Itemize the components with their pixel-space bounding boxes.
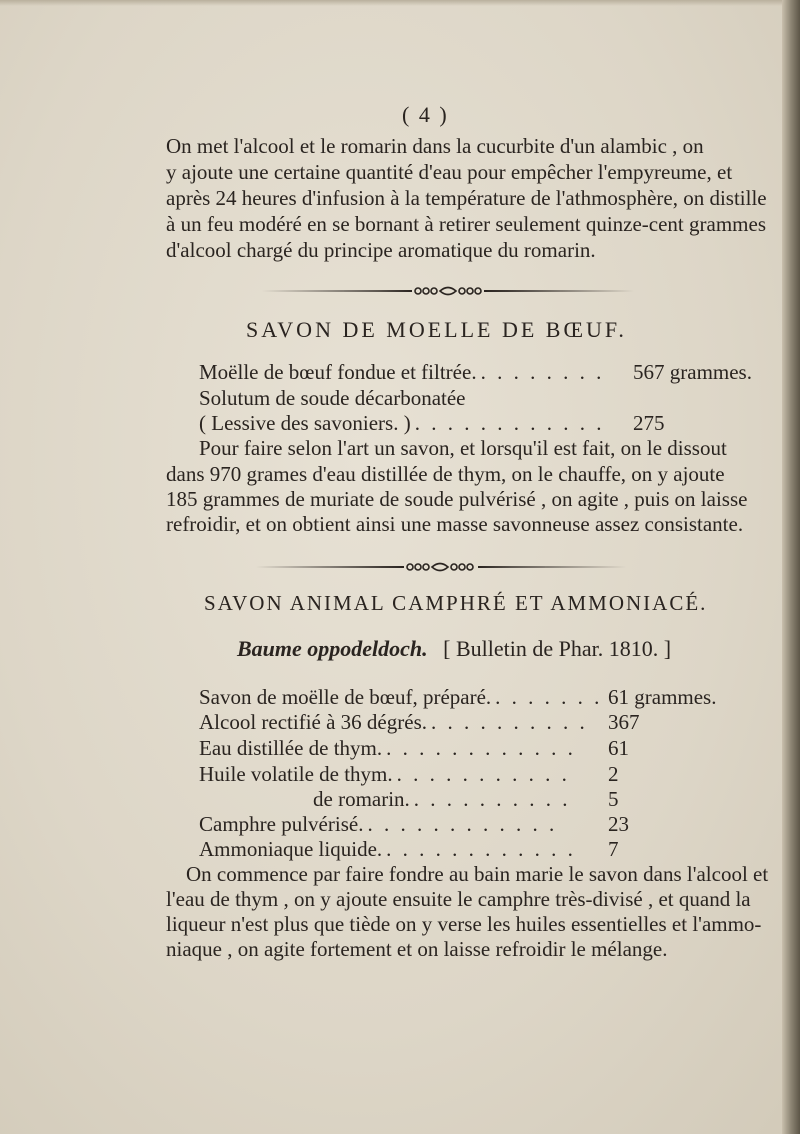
ingredient-quantity: 567 grammes.: [633, 360, 752, 384]
ingredient-row: [199, 709, 639, 735]
recipe-subtitle: [237, 636, 671, 662]
intro-line: à un feu modéré en se bornant à retirer seulement quinze-cent grammes: [166, 212, 766, 236]
page-binding-edge: [782, 0, 800, 1134]
ingredient-quantity: 61 grammes.: [608, 685, 717, 709]
ingredient-name: Alcool rectifié à 36 dégrés.: [199, 710, 427, 734]
leader-dots: . . . . . . . . . .: [413, 787, 571, 811]
ingredient-row: [199, 811, 639, 837]
ingredient-quantity: 23: [608, 812, 629, 836]
ingredient-name: Savon de moëlle de bœuf, préparé.: [199, 685, 492, 709]
method-line: liqueur n'est plus que tiède on y verse les huiles essentielles et l'ammo-: [166, 912, 762, 936]
ingredient-name: ( Lessive des savoniers. ): [199, 411, 411, 435]
ornamental-rule: [262, 284, 634, 298]
recipe-name: Baume oppodeldoch.: [237, 636, 428, 661]
ornamental-rule: [256, 560, 626, 574]
method-line: dans 970 grames d'eau distillée de thym, on le chauffe, on y ajoute: [166, 462, 725, 486]
intro-line: y ajoute une certaine quantité d'eau pour empêcher l'empyreume, et: [166, 160, 733, 184]
ingredient-row: [199, 735, 639, 761]
method-line: niaque , on agite fortement et on laisse refroidir le mélange.: [166, 937, 668, 961]
ingredient-row: [199, 359, 752, 385]
ingredient-name: Ammoniaque liquide.: [199, 837, 383, 861]
method-line: 185 grammes de muriate de soude pulvérisé , on agite , puis on laisse: [166, 487, 748, 511]
intro-line: On met l'alcool et le romarin dans la cucurbite d'un alambic , on: [166, 134, 704, 158]
ingredient-quantity: 275: [633, 411, 665, 435]
ingredient-row: [199, 836, 639, 862]
intro-line: d'alcool chargé du principe aromatique du romarin.: [166, 238, 596, 262]
method-line: On commence par faire fondre au bain marie le savon dans l'alcool et: [186, 862, 769, 886]
method-line: Pour faire selon l'art un savon, et lorsqu'il est fait, on le dissout: [199, 436, 727, 460]
ingredient-name: Huile volatile de thym.: [199, 762, 393, 786]
method-line: refroidir, et on obtient ainsi une masse savonneuse assez consistante.: [166, 512, 744, 536]
leader-dots: . . . . . . . . . . .: [396, 762, 570, 786]
ingredient-quantity: 61: [608, 736, 629, 760]
page-top-edge: [0, 0, 800, 6]
ingredient-row: [199, 410, 665, 436]
ingredient-row: [199, 385, 639, 411]
leader-dots: . . . . . . . . . . . .: [386, 837, 576, 861]
ingredient-name: Eau distillée de thym.: [199, 736, 383, 760]
leader-dots: . . . . . . . . . . . .: [386, 736, 576, 760]
ingredient-quantity: 5: [608, 787, 619, 811]
leader-dots: . . . . . . .: [495, 685, 603, 709]
ingredient-quantity: 7: [608, 837, 619, 861]
ingredient-name: Camphre pulvérisé.: [199, 812, 364, 836]
ingredient-name: Solutum de soude décarbonatée: [199, 386, 466, 410]
section-title: SAVON ANIMAL CAMPHRÉ ET AMMONIACÉ.: [204, 591, 708, 615]
leader-dots: . . . . . . . .: [480, 360, 605, 384]
leader-dots: . . . . . . . . . . . .: [414, 411, 605, 435]
ingredient-quantity: 367: [608, 710, 640, 734]
intro-line: après 24 heures d'infusion à la température de l'athmosphère, on distille: [166, 186, 767, 210]
leader-dots: . . . . . . . . . .: [431, 710, 588, 734]
ingredient-row: [313, 786, 639, 812]
ingredient-row: [199, 684, 717, 710]
ingredient-name: Moëlle de bœuf fondue et filtrée.: [199, 360, 477, 384]
ingredient-row: [199, 761, 639, 787]
page-number: ( 4 ): [402, 102, 449, 127]
section-title: SAVON DE MOELLE DE BŒUF.: [246, 317, 627, 342]
ingredient-quantity: 2: [608, 762, 619, 786]
bibliographic-reference: [ Bulletin de Phar. 1810. ]: [443, 636, 672, 661]
leader-dots: . . . . . . . . . . . .: [367, 812, 558, 836]
ingredient-name: de romarin.: [313, 787, 410, 811]
method-line: l'eau de thym , on y ajoute ensuite le camphre très-divisé , et quand la: [166, 887, 751, 911]
